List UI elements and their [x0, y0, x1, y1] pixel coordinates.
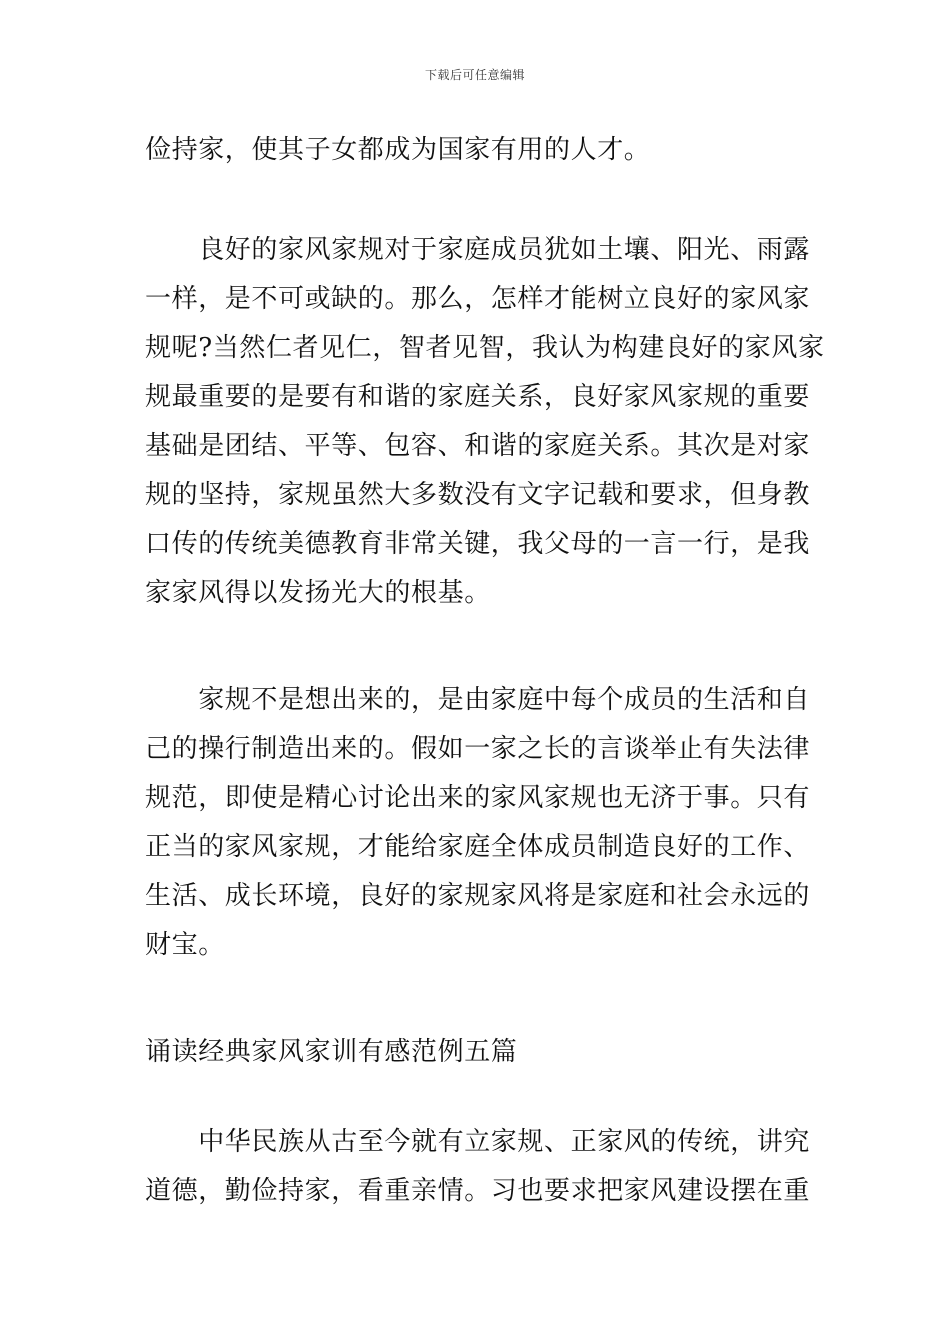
paragraph-line: 道德，勤俭持家，看重亲情。习也要求把家风建设摆在重 [145, 1176, 811, 1206]
paragraph-2 [145, 226, 825, 618]
paragraph-line: 俭持家，使其子女都成为国家有用的人才。 [145, 135, 651, 165]
section-heading [145, 1028, 810, 1077]
paragraph-line: 基础是团结、平等、包容、和谐的家庭关系。其次是对家 [145, 431, 811, 461]
paragraph-line: 家家风得以发扬光大的根基。 [145, 578, 491, 608]
section-heading-text: 诵读经典家风家训有感范例五篇 [145, 1037, 518, 1067]
paragraph-line: 一样，是不可或缺的。那么，怎样才能树立良好的家风家 [145, 284, 811, 314]
header-note: 下载后可任意编辑 [424, 68, 525, 82]
paragraph-line: 家规不是想出来的，是由家庭中每个成员的生活和自 [145, 685, 811, 715]
paragraph-line: 良好的家风家规对于家庭成员犹如土壤、阳光、雨露 [145, 235, 811, 265]
paragraph-line: 口传的传统美德教育非常关键，我父母的一言一行，是我 [145, 529, 811, 559]
paragraph-line: 财宝。 [145, 930, 225, 960]
paragraph-1 [145, 126, 810, 175]
paragraph-line: 规呢?当然仁者见仁，智者见智，我认为构建良好的家风家 [145, 333, 825, 363]
paragraph-line: 规最重要的是要有和谐的家庭关系，良好家风家规的重要 [145, 382, 811, 412]
paragraph-line: 规的坚持，家规虽然大多数没有文字记载和要求，但身教 [145, 480, 811, 510]
paragraph-line: 正当的家风家规，才能给家庭全体成员制造良好的工作、 [145, 832, 811, 862]
paragraph-line: 生活、成长环境，良好的家规家风将是家庭和社会永远的 [145, 881, 811, 911]
paragraph-line: 中华民族从古至今就有立家规、正家风的传统，讲究 [145, 1127, 811, 1157]
paragraph-3 [145, 676, 810, 970]
paragraph-line: 规范，即使是精心讨论出来的家风家规也无济于事。只有 [145, 783, 811, 813]
paragraph-4 [145, 1118, 810, 1216]
paragraph-line: 己的操行制造出来的。假如一家之长的言谈举止有失法律 [145, 734, 811, 764]
